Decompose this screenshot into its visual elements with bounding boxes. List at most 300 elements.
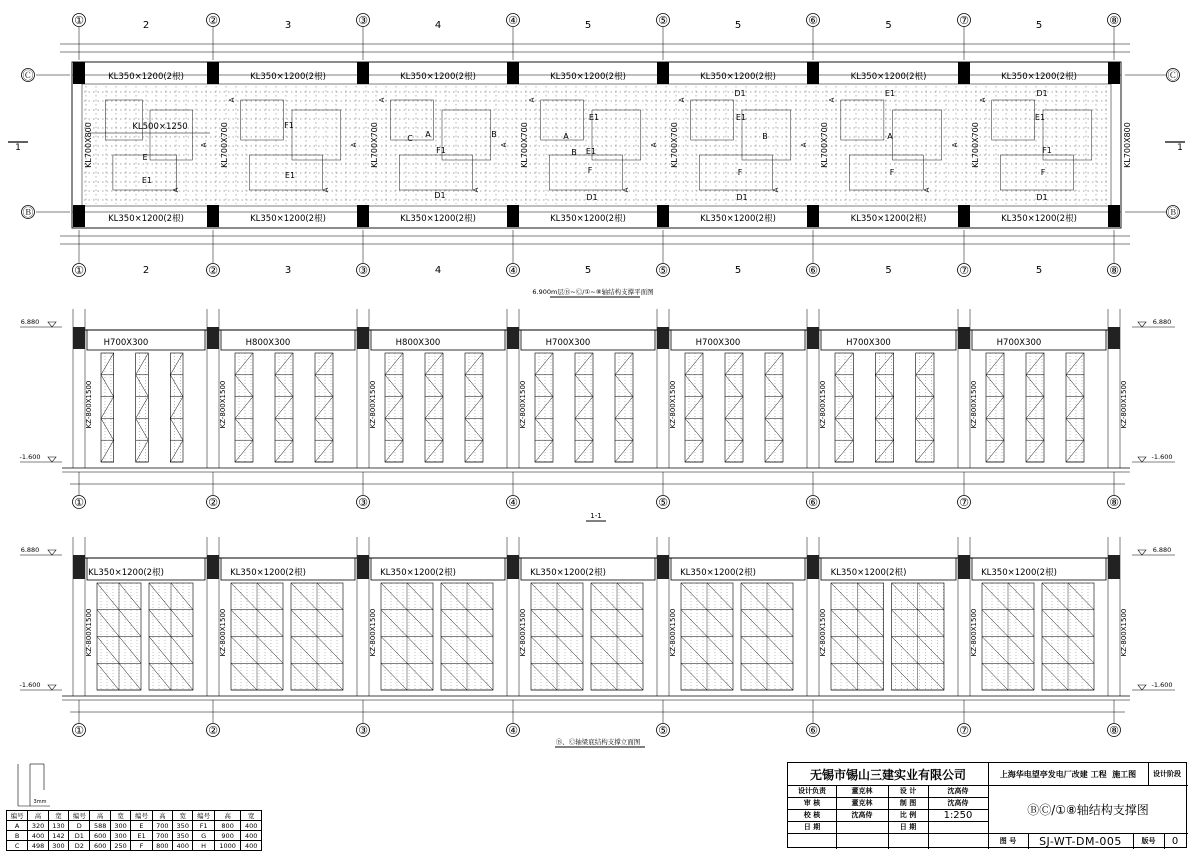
sec1-brace [425, 440, 443, 462]
plan-column-c-1 [207, 62, 219, 84]
sec2-brace [591, 583, 617, 610]
sec2-elev-left-tri-1 [48, 685, 56, 690]
plan-mark-a: A [172, 187, 180, 193]
sec1-brace [1066, 353, 1084, 375]
sec2-col-label-7: KZ-800X1500 [1120, 608, 1128, 657]
sec2-brace [407, 583, 433, 610]
legend-row [7, 831, 262, 841]
sec2-brace [317, 583, 343, 610]
plan-zone-label-19: D1 [736, 193, 748, 202]
tb-r1-k2: 制 图 [899, 799, 917, 807]
legend-header-cell: 宽 [48, 811, 68, 821]
sec2-brace [557, 637, 583, 664]
stage-head: 设计阶段 [1153, 770, 1181, 778]
sec1-brace [615, 353, 633, 375]
plan-axis-top-0-label: ① [74, 14, 84, 27]
sec1-brace [385, 418, 403, 440]
plan-axis-bottom-5-label: ⑥ [808, 264, 818, 277]
drawing-no-label: 图 号 [999, 837, 1017, 845]
plan-mark-a: A [979, 97, 987, 103]
legend-cell: 800 [214, 821, 241, 831]
tb-r0-k1: 设计负责 [798, 787, 826, 795]
sec2-col-head-0 [73, 555, 85, 579]
sec1-axis-6-label: ⑦ [959, 496, 969, 509]
sec2-beam-label-3: KL350×1200(2根) [530, 568, 606, 578]
sec2-brace [857, 637, 883, 664]
plan-column-b-6 [958, 205, 970, 227]
sec1-brace [986, 418, 1004, 440]
sec2-brace [557, 610, 583, 637]
sec1-brace [315, 353, 333, 375]
legend-cell: G [193, 831, 214, 841]
sec2-brace [441, 583, 467, 610]
bay-number-top-5: 5 [885, 20, 892, 31]
drawing-title: ⒷⒸ/①⑧轴结构支撑图 [1027, 802, 1149, 817]
plan-zone-label-7: F1 [436, 146, 446, 155]
plan-zone-label-9: E1 [588, 113, 600, 122]
plan-panel-b-5 [893, 110, 942, 160]
sec2-brace [918, 610, 944, 637]
plan-beam-top-label-4: KL350×1200(2根) [700, 72, 776, 82]
legend-header-row [7, 811, 262, 821]
plan-outline [72, 62, 1121, 228]
sec2-brace [317, 637, 343, 664]
sec2-beam-label-1: KL350×1200(2根) [230, 568, 306, 578]
legend-cell: 600 [90, 831, 110, 841]
sec1-brace [835, 375, 853, 397]
sec1-brace [986, 353, 1004, 375]
sec2-beam-label-6: KL350×1200(2根) [981, 568, 1057, 578]
sec1-brace [1026, 397, 1044, 419]
sec1-brace [385, 397, 403, 419]
sec2-col-label-3: KZ-800X1500 [519, 608, 527, 657]
legend-header-cell: 宽 [110, 811, 130, 821]
plan-zone-label-23: F [889, 168, 895, 177]
legend-cell: 350 [173, 831, 193, 841]
sec2-beam-label-5: KL350×1200(2根) [830, 568, 907, 578]
elevation-bc-axis [20, 537, 1175, 747]
sec2-brace [467, 583, 493, 610]
plan-axis-bottom-0-label: ① [74, 264, 84, 277]
section-cut-right: 1 [1177, 143, 1183, 153]
bay-number-top-6: 5 [1035, 20, 1043, 31]
plan-panel-a-4 [691, 100, 734, 140]
plan-beam-bottom-label-6: KL350×1200(2根) [1001, 214, 1077, 224]
sec1-brace [615, 440, 633, 462]
legend-cell: 400 [173, 841, 193, 851]
sec2-brace [171, 637, 193, 664]
sec2-brace [857, 610, 883, 637]
plan-axis-bottom-2-label: ③ [358, 264, 368, 277]
sec1-col-label-3: KZ-800X1500 [519, 380, 527, 429]
tb-r3-k2: 日 期 [899, 823, 917, 831]
sec2-axis-3-label: ④ [508, 724, 518, 737]
plan-mark-a: A [228, 97, 236, 103]
sec1-brace [275, 353, 293, 375]
sec2-brace [467, 663, 493, 690]
plan-axis-top-2-label: ③ [358, 14, 368, 27]
sec1-elev-right-tri-0 [1138, 322, 1146, 327]
sec1-caption: 1-1 [590, 512, 602, 520]
sec1-col-label-2: KZ-800X1500 [369, 380, 377, 429]
plan-panel-b-1 [292, 110, 341, 160]
plan-zone-label-24: D1 [1036, 89, 1048, 98]
plan-beam-top-label-2: KL350×1200(2根) [400, 72, 476, 82]
sec1-axis-7-label: ⑧ [1109, 496, 1119, 509]
sec2-brace [467, 610, 493, 637]
sec1-brace [385, 440, 403, 462]
sec1-brace [1066, 375, 1084, 397]
sec1-beam-label-3: H700X300 [545, 338, 591, 348]
sec1-brace [725, 440, 743, 462]
sec1-brace [575, 397, 593, 419]
sec1-brace [170, 418, 183, 440]
plan-mark-a: A [528, 97, 536, 103]
plan-zone-label-3: E1 [284, 171, 296, 180]
legend-header-cell: 高 [28, 811, 48, 821]
section-1-1 [20, 309, 1175, 521]
sec1-col-head-7 [1108, 327, 1120, 349]
sec1-brace [835, 440, 853, 462]
plan-row-left-b-label: Ⓑ [22, 206, 34, 219]
plan-zone-label-22: F1 [1042, 146, 1052, 155]
sec2-brace [531, 583, 557, 610]
tb-r1-k1: 审 核 [803, 799, 821, 807]
sec2-brace [407, 637, 433, 664]
plan-column-c-4 [657, 62, 669, 84]
bay-number-top-1: 3 [284, 20, 292, 31]
sec1-brace [170, 375, 183, 397]
plan-mark-a: A [350, 142, 358, 148]
sec1-brace [575, 353, 593, 375]
legend-cell: 900 [214, 831, 241, 841]
sec2-axis-5-label: ⑥ [808, 724, 818, 737]
legend-header-cell: 高 [90, 811, 110, 821]
legend-cell: 400 [241, 841, 262, 851]
tb-r3-v2 [928, 821, 988, 833]
sec2-brace [741, 583, 767, 610]
sec1-brace [916, 397, 934, 419]
sec1-brace [725, 418, 743, 440]
sec2-brace [119, 610, 141, 637]
sec1-brace [275, 418, 293, 440]
sec1-brace [101, 397, 114, 419]
tb-r0-v2: 沈高侍 [947, 787, 969, 795]
sec1-brace [101, 353, 114, 375]
sec2-brace [257, 583, 283, 610]
sec2-col-label-2: KZ-800X1500 [369, 608, 377, 657]
sec2-brace [617, 637, 643, 664]
plan-beam-top-label-6: KL350×1200(2根) [1001, 72, 1077, 82]
sec1-elev-left-tri-0 [48, 322, 56, 327]
sec1-brace [170, 440, 183, 462]
plan-axis-top-7-label: ⑧ [1109, 14, 1119, 27]
sec1-axis-1-label: ② [208, 496, 218, 509]
sec1-elev-left-1: -1.600 [19, 453, 41, 461]
plan-mark-a: A [378, 97, 386, 103]
sec2-brace [407, 663, 433, 690]
tb-r2-k2: 比 例 [899, 811, 917, 819]
legend-cell: 300 [48, 841, 68, 851]
version-no: 0 [1171, 835, 1179, 847]
sec1-beam-label-2: H800X300 [395, 338, 441, 348]
sec1-brace [235, 440, 253, 462]
sec1-col-label-7: KZ-800X1500 [1120, 380, 1128, 429]
sec1-brace [535, 418, 553, 440]
plan-zone-label-6: B [491, 130, 497, 139]
legend-cell: 320 [28, 821, 48, 831]
sec1-col-label-0: KZ-800X1500 [85, 380, 93, 429]
sec1-brace [465, 353, 483, 375]
legend-cell: A [7, 821, 28, 831]
legend-key-label: 3mm [33, 799, 47, 805]
sec1-col-head-3 [507, 327, 519, 349]
sec1-brace [615, 397, 633, 419]
plan-row-right-b-label: Ⓑ [1167, 206, 1179, 219]
sec1-col-label-5: KZ-800X1500 [819, 380, 827, 429]
plan-zone-label-5: A [425, 130, 431, 139]
plan-zone-label-27: D1 [1036, 193, 1048, 202]
plan-axis-top-3-label: ④ [508, 14, 518, 27]
bay-number-bottom-2: 4 [434, 265, 442, 276]
sec1-axis-3-label: ④ [508, 496, 518, 509]
legend-cell: 400 [241, 821, 262, 831]
sec1-brace [685, 375, 703, 397]
tb-r1-v2: 沈高侍 [947, 799, 969, 807]
sec2-brace [557, 663, 583, 690]
sec1-elev-right-1: -1.600 [1151, 453, 1173, 461]
sec1-brace [535, 353, 553, 375]
sec2-brace [617, 663, 643, 690]
plan-zone-label-15: D1 [734, 89, 746, 98]
sec2-brace [97, 637, 119, 664]
sec2-brace [767, 610, 793, 637]
sec2-brace [617, 583, 643, 610]
plan-zone-label-10: A [563, 132, 569, 141]
plan-axis-top-4-label: ⑤ [658, 14, 668, 27]
plan-panel-b-3 [592, 110, 641, 160]
sec2-brace [317, 663, 343, 690]
legend-cell: 600 [90, 841, 110, 851]
plan-panel-c-5 [849, 155, 923, 190]
plan-mark-a: A [622, 187, 630, 193]
sec1-brace [465, 418, 483, 440]
legend-cell: 300 [110, 831, 130, 841]
legend-cell: D2 [69, 841, 90, 851]
sec2-brace [707, 663, 733, 690]
plan-column-c-0 [73, 62, 85, 84]
legend-cell: B [7, 831, 28, 841]
sec2-brace [1042, 583, 1068, 610]
tb-r1-v1: 董克林 [851, 799, 873, 807]
sec1-brace [465, 397, 483, 419]
plan-beam-top-label-5: KL350×1200(2根) [850, 72, 927, 82]
sec2-brace [97, 583, 119, 610]
plan-panel-a-3 [541, 100, 584, 140]
plan-zone-label-14: D1 [586, 193, 598, 202]
plan-beam-bottom-label-5: KL350×1200(2根) [850, 214, 927, 224]
sec1-brace [835, 418, 853, 440]
plan-zone-label-20: E1 [884, 89, 896, 98]
legend-cell: 400 [241, 831, 262, 841]
legend-header-cell: 编号 [193, 811, 214, 821]
plan-axis-bottom-4-label: ⑤ [658, 264, 668, 277]
sec1-brace [101, 418, 114, 440]
plan-zone-label-18: F [737, 168, 743, 177]
sec1-brace [765, 353, 783, 375]
legend-cell: C [7, 841, 28, 851]
plan-column-c-3 [507, 62, 519, 84]
sec1-brace [685, 440, 703, 462]
sec1-brace [101, 375, 114, 397]
legend-cell: 700 [152, 831, 172, 841]
plan-mark-a: A [828, 97, 836, 103]
sec1-brace [425, 397, 443, 419]
plan-row-left-c-label: Ⓒ [22, 69, 34, 82]
sec1-brace [315, 418, 333, 440]
sec2-beam-label-2: KL350×1200(2根) [380, 568, 456, 578]
sec1-brace [535, 397, 553, 419]
plan-zone-label-26: F [1040, 168, 1046, 177]
sec2-brace [1008, 610, 1034, 637]
sec1-brace [615, 418, 633, 440]
legend-cell: 498 [28, 841, 48, 851]
sec2-col-label-0: KZ-800X1500 [85, 608, 93, 657]
sec2-brace [707, 610, 733, 637]
legend-cell: H [193, 841, 214, 851]
legend-key [18, 764, 50, 806]
sec2-brace [1008, 637, 1034, 664]
sec2-axis-4-label: ⑤ [658, 724, 668, 737]
sec2-brace [918, 637, 944, 664]
sec2-col-label-6: KZ-800X1500 [970, 608, 978, 657]
sec1-brace [1026, 440, 1044, 462]
legend-cell: 700 [152, 821, 172, 831]
sec1-brace [916, 418, 934, 440]
plan-mark-a: A [951, 142, 959, 148]
plan-zone-label-12: E1 [585, 147, 597, 156]
plan-panel-a-5 [841, 100, 884, 140]
sec2-brace [681, 583, 707, 610]
sec1-brace [986, 397, 1004, 419]
legend-cell: 800 [152, 841, 172, 851]
legend-cell: 400 [28, 831, 48, 841]
plan-column-c-2 [357, 62, 369, 84]
tb-r3-k1: 日 期 [803, 823, 821, 831]
sec2-brace [119, 663, 141, 690]
tb-r0-v1: 董克林 [851, 787, 873, 795]
sec2-brace [231, 583, 257, 610]
plan-axis-bottom-6-label: ⑦ [959, 264, 969, 277]
bay-number-bottom-5: 5 [885, 265, 892, 276]
sec1-elev-right-0: 6.880 [1152, 318, 1172, 326]
plan-column-c-7 [1108, 62, 1120, 84]
sec2-brace [557, 583, 583, 610]
plan-beam-top-label-0: KL350×1200(2根) [108, 72, 184, 82]
legend-row [7, 821, 262, 831]
sec1-brace [916, 353, 934, 375]
plan-zone-label-1: E1 [141, 176, 153, 185]
sec1-brace [615, 375, 633, 397]
sec2-brace [767, 663, 793, 690]
sec2-elev-left-0: 6.880 [20, 546, 40, 554]
sec2-axis-0-label: ① [74, 724, 84, 737]
sec2-brace [149, 663, 171, 690]
sec2-brace [257, 637, 283, 664]
plan-column-b-4 [657, 205, 669, 227]
plan-zone-label-21: A [887, 132, 893, 141]
sec2-brace [381, 583, 407, 610]
drawing-no: SJ-WT-DM-005 [1039, 834, 1122, 848]
legend-header-cell: 宽 [173, 811, 193, 821]
sec1-brace [1026, 353, 1044, 375]
tb-r0-k2: 设 计 [899, 787, 917, 795]
company-name: 无锡市锡山三建实业有限公司 [809, 767, 966, 782]
sec1-brace [315, 440, 333, 462]
sec1-brace [535, 375, 553, 397]
sec2-col-head-5 [807, 555, 819, 579]
sec2-brace [918, 663, 944, 690]
legend-cell: E [131, 821, 152, 831]
plan-column-b-1 [207, 205, 219, 227]
sec1-brace [385, 353, 403, 375]
sec2-brace [857, 663, 883, 690]
legend-cell: 250 [110, 841, 130, 851]
sec1-brace [136, 353, 149, 375]
sec1-brace [986, 375, 1004, 397]
sec1-col-label-6: KZ-800X1500 [970, 380, 978, 429]
sec1-brace [1066, 440, 1084, 462]
sec1-axis-4-label: ⑤ [658, 496, 668, 509]
plan-axis-top-1-label: ② [208, 14, 218, 27]
sec1-brace [425, 353, 443, 375]
sec2-col-head-1 [207, 555, 219, 579]
plan-col-beam-label-7: KL700X800 [1123, 122, 1132, 168]
sec2-brace [257, 663, 283, 690]
sec1-beam-label-6: H700X300 [996, 338, 1042, 348]
legend-cell: D1 [69, 831, 90, 841]
sec2-elev-left-tri-0 [48, 550, 56, 555]
sec1-brace [535, 440, 553, 462]
plan-column-b-5 [807, 205, 819, 227]
sec1-brace [725, 397, 743, 419]
plan-col-beam-label-2: KL700X700 [370, 122, 379, 168]
sec1-elev-right-tri-1 [1138, 457, 1146, 462]
plan-col-beam-label-1: KL700X700 [220, 122, 229, 168]
plan-zone-label-0: E [142, 153, 148, 162]
sec2-axis-6-label: ⑦ [959, 724, 969, 737]
tb-r2-k1: 校 核 [803, 811, 821, 819]
sec1-brace [875, 440, 893, 462]
sec1-brace [465, 440, 483, 462]
sec2-brace [171, 583, 193, 610]
sec2-brace [617, 610, 643, 637]
plan-beam-bottom-label-1: KL350×1200(2根) [250, 214, 326, 224]
sec1-brace [235, 353, 253, 375]
plan-mark-a: A [472, 187, 480, 193]
sec2-elev-right-1: -1.600 [1151, 681, 1173, 689]
tb-scale: 1:250 [943, 809, 973, 821]
sec1-brace [875, 418, 893, 440]
sec1-brace [835, 353, 853, 375]
sec1-brace [275, 397, 293, 419]
sec1-brace [725, 375, 743, 397]
sec2-elev-right-tri-0 [1138, 550, 1146, 555]
sec2-col-head-4 [657, 555, 669, 579]
sec1-brace [235, 375, 253, 397]
sec1-brace [835, 397, 853, 419]
sec2-brace [831, 583, 857, 610]
